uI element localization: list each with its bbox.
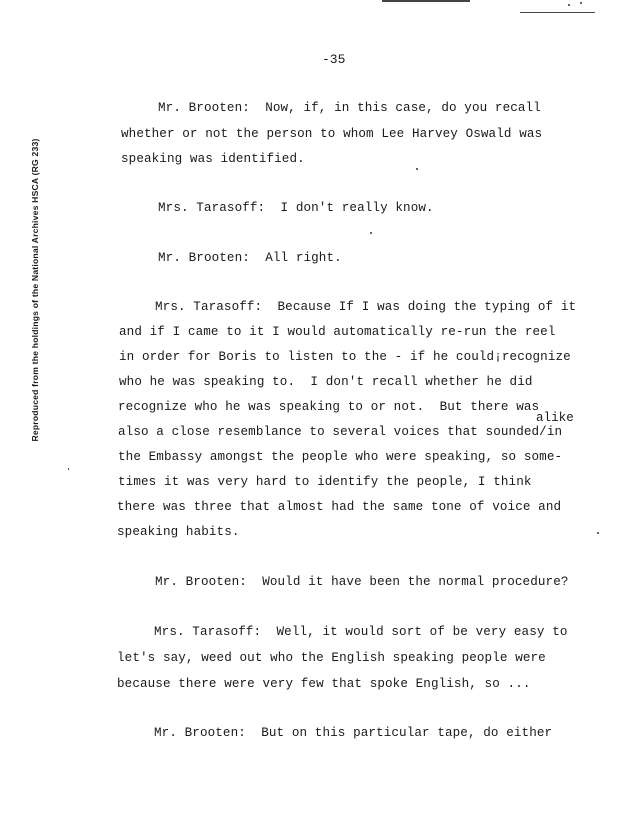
scan-speck: [370, 232, 372, 234]
text-line: because there were very few that spoke English, so ...: [117, 677, 531, 691]
text-line: Mr. Brooten: All right.: [158, 251, 342, 265]
scan-artifact-top: [382, 0, 470, 2]
text-line: and if I came to it I would automatically re-run the reel: [119, 325, 556, 339]
interlinear-insert: alike: [536, 411, 574, 425]
archive-side-note: Reproduced from the holdings of the National Archives HSCA (RG 233): [30, 138, 40, 442]
page-number: -35: [322, 52, 346, 67]
text-line: let's say, weed out who the English speaking people were: [117, 651, 546, 665]
text-line: Mr. Brooten: But on this particular tape, do either: [154, 726, 553, 740]
text-line: there was three that almost had the same tone of voice and: [117, 500, 562, 514]
scan-artifact-top-right: [520, 12, 595, 13]
text-line: whether or not the person to whom Lee Harvey Oswald was: [121, 127, 543, 141]
text-line: Mr. Brooten: Now, if, in this case, do you recall: [158, 101, 541, 115]
scan-speck: [68, 468, 69, 470]
text-line: Mrs. Tarasoff: Well, it would sort of be very easy to: [154, 625, 568, 639]
scan-speck: [416, 168, 418, 170]
scan-speck: [580, 2, 582, 4]
text-line: also a close resemblance to several voices that sounded/in: [118, 425, 563, 439]
text-line: speaking was identified.: [121, 152, 305, 166]
text-line: the Embassy amongst the people who were speaking, so some-: [118, 450, 563, 464]
scan-speck: [568, 4, 570, 6]
text-line: Mrs. Tarasoff: I don't really know.: [158, 201, 434, 215]
text-line: speaking habits.: [117, 525, 240, 539]
text-line: Mrs. Tarasoff: Because If I was doing the typing of it: [155, 300, 577, 314]
text-line: times it was very hard to identify the people, I think: [118, 475, 532, 489]
scan-speck: [597, 532, 599, 534]
text-line: in order for Boris to listen to the - if he could¡recognize: [119, 350, 571, 364]
text-line: recognize who he was speaking to or not. But there was: [118, 400, 540, 414]
text-line: Mr. Brooten: Would it have been the normal procedure?: [155, 575, 569, 589]
text-line: who he was speaking to. I don't recall whether he did: [119, 375, 533, 389]
